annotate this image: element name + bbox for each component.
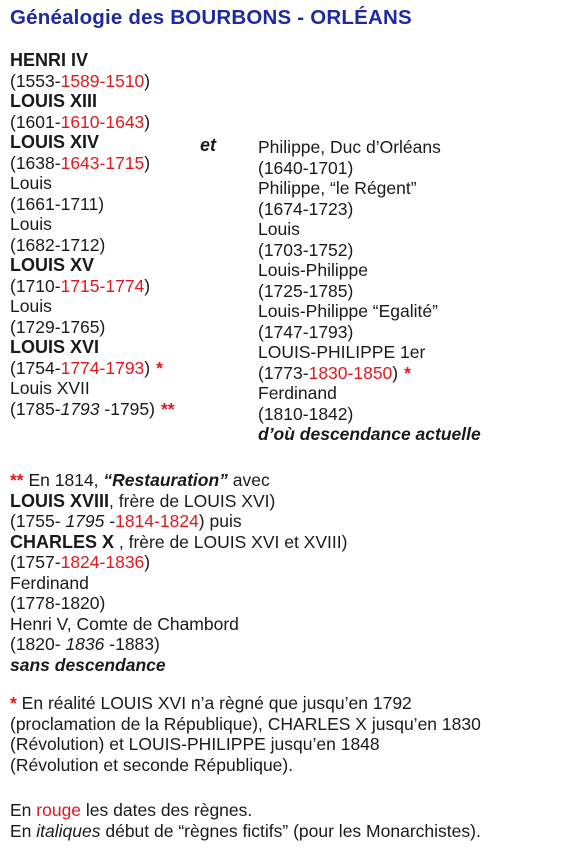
person-1 <box>258 178 481 199</box>
person-name: LOUIS XVI <box>10 337 100 357</box>
person-dates-6 <box>258 404 481 425</box>
conjunction-et: et <box>200 135 217 155</box>
person-dates-7 <box>10 358 175 379</box>
restoration-section <box>10 470 347 675</box>
louis-xviii-reign: 1814-1824 <box>115 511 199 531</box>
descendants-note: d’où descendance actuelle <box>258 424 481 444</box>
note-line-1: En réalité LOUIS XVI n’a règné que jusqu’en 1792 <box>16 693 412 713</box>
life-dates: (1682-1712) <box>10 234 106 255</box>
person-0 <box>10 50 175 71</box>
charles-x-end: ) <box>144 552 151 572</box>
person-dates-2 <box>10 153 175 174</box>
person-2 <box>10 132 175 153</box>
person-5 <box>10 255 175 276</box>
person-6 <box>10 296 175 317</box>
henri-v-birth: (1820- <box>10 634 66 654</box>
note-line-4: (Révolution et seconde République). <box>10 754 294 775</box>
life-dates: (1747-1793) <box>258 321 354 342</box>
legend-italic-text: début de “règnes fictifs” (pour les Monarchistes). <box>100 820 481 841</box>
life-dates: (1674-1723) <box>258 198 354 219</box>
person-name: LOUIS XIV <box>10 132 100 152</box>
birth-year: (1553- <box>10 70 61 91</box>
life-dates: (1661-1711) <box>10 193 105 214</box>
louis-xviii-fictive: 1795 <box>65 511 105 531</box>
ferdinand-dates: (1778-1820) <box>10 593 106 613</box>
person-name: Louis XVII <box>10 378 90 398</box>
reign-asterisk: ** <box>160 398 175 419</box>
closing-paren: ) <box>392 362 399 383</box>
closing-paren: ) <box>144 152 151 173</box>
legend-italic-prefix: En <box>10 820 37 841</box>
birth-year: (1754- <box>10 357 61 378</box>
person-dates-5 <box>10 276 175 297</box>
person-dates-1 <box>10 112 175 133</box>
person-name: Louis <box>258 219 300 239</box>
person-dates-3 <box>10 194 175 215</box>
note-line-2: (proclamation de la République), CHARLES X jusqu’en 1830 <box>10 713 481 734</box>
henri-v-fictive: 1836 <box>65 634 105 654</box>
life-dates: (1703-1752) <box>258 239 354 260</box>
person-1 <box>10 91 175 112</box>
page-title: Généalogie des BOURBONS - ORLÉANS <box>10 6 412 29</box>
birth-year: (1773- <box>258 362 309 383</box>
note-line-3: (Révolution) et LOUIS-PHILIPPE jusqu’en 1848 <box>10 734 380 754</box>
death-year: -1795) <box>99 398 155 419</box>
henri-v-name: Henri V, Comte de Chambord <box>10 613 239 634</box>
person-name: HENRI IV <box>10 50 89 70</box>
person-dates-3 <box>258 281 481 302</box>
person-4 <box>258 301 481 322</box>
life-dates: (1810-1842) <box>258 403 354 424</box>
person-8 <box>10 378 175 399</box>
charles-x-name: CHARLES X <box>10 531 115 552</box>
reign-dates: 1643-1715 <box>60 152 145 173</box>
person-dates-0 <box>258 158 481 179</box>
life-dates: (1640-1701) <box>258 157 354 178</box>
person-name: LOUIS-PHILIPPE 1er <box>258 342 426 362</box>
henri-v-death: -1883) <box>104 634 160 654</box>
person-2 <box>258 219 481 240</box>
bourbon-lineage <box>10 50 175 419</box>
closing-paren: ) <box>144 275 151 296</box>
life-dates: (1729-1765) <box>10 316 106 337</box>
no-descendants-note: sans descendance <box>10 654 166 675</box>
person-dates-5 <box>258 363 481 384</box>
ferdinand-name: Ferdinand <box>10 572 89 593</box>
person-dates-1 <box>258 199 481 220</box>
person-name: Ferdinand <box>258 383 337 403</box>
reign-footnote <box>10 693 481 775</box>
person-0 <box>258 137 481 158</box>
reign-dates: 1830-1850 <box>308 362 393 383</box>
reign-dates: 1610-1643 <box>60 111 145 132</box>
charles-x-relation: , frère de LOUIS XVI et XVIII) <box>114 531 348 552</box>
person-3 <box>258 260 481 281</box>
louis-xviii-dash: - <box>104 511 116 531</box>
person-name: Louis <box>10 214 52 234</box>
closing-paren: ) <box>144 70 151 91</box>
closing-paren: ) <box>144 111 151 132</box>
person-dates-0 <box>10 71 175 92</box>
birth-year: (1785- <box>10 398 61 419</box>
person-name: Louis-Philippe “Egalité” <box>258 301 438 321</box>
restoration-intro: En 1814, <box>23 470 104 490</box>
person-name: Louis <box>10 296 52 316</box>
person-name: Philippe, Duc d’Orléans <box>258 137 441 157</box>
reign-dates: 1715-1774 <box>60 275 145 296</box>
orleans-lineage <box>258 137 481 445</box>
person-name: Louis <box>10 173 52 193</box>
restoration-after: avec <box>227 470 270 490</box>
legend <box>10 800 481 841</box>
charles-x-birth: (1757- <box>10 552 61 572</box>
legend-red-prefix: En <box>10 800 37 820</box>
birth-year: (1638- <box>10 152 61 173</box>
reign-dates: 1589-1510 <box>60 70 145 91</box>
legend-italic-word: italiques <box>36 820 101 841</box>
person-dates-6 <box>10 317 175 338</box>
life-dates: (1725-1785) <box>258 280 354 301</box>
birth-year: (1710- <box>10 275 61 296</box>
closing-paren: ) <box>144 357 151 378</box>
person-name: Louis-Philippe <box>258 260 368 280</box>
louis-xviii-birth: (1755- <box>10 511 66 531</box>
restoration-word: “Restauration” <box>103 470 228 490</box>
person-name: LOUIS XV <box>10 255 95 275</box>
legend-red-text: les dates des règnes. <box>81 800 253 820</box>
charles-x-reign: 1824-1836 <box>60 552 145 572</box>
louis-xviii-relation: , frère de LOUIS XVI) <box>109 490 276 511</box>
louis-xviii-name: LOUIS XVIII <box>10 490 110 511</box>
birth-year: (1601- <box>10 111 61 132</box>
person-3 <box>10 173 175 194</box>
person-4 <box>10 214 175 235</box>
fictive-reign-year: 1793 <box>60 398 100 419</box>
person-5 <box>258 342 481 363</box>
reign-dates: 1774-1793 <box>60 357 145 378</box>
double-asterisk: ** <box>10 470 24 490</box>
person-dates-4 <box>10 235 175 256</box>
reign-asterisk: * <box>404 362 411 383</box>
person-name: LOUIS XIII <box>10 91 98 111</box>
reign-asterisk: * <box>156 357 163 378</box>
legend-red-word: rouge <box>36 800 82 820</box>
person-dates-4 <box>258 322 481 343</box>
person-7 <box>10 337 175 358</box>
person-dates-2 <box>258 240 481 261</box>
person-6 <box>258 383 481 404</box>
person-name: Philippe, “le Régent” <box>258 178 417 198</box>
louis-xviii-end: ) puis <box>198 511 242 531</box>
person-dates-8 <box>10 399 175 420</box>
asterisk: * <box>10 693 17 713</box>
